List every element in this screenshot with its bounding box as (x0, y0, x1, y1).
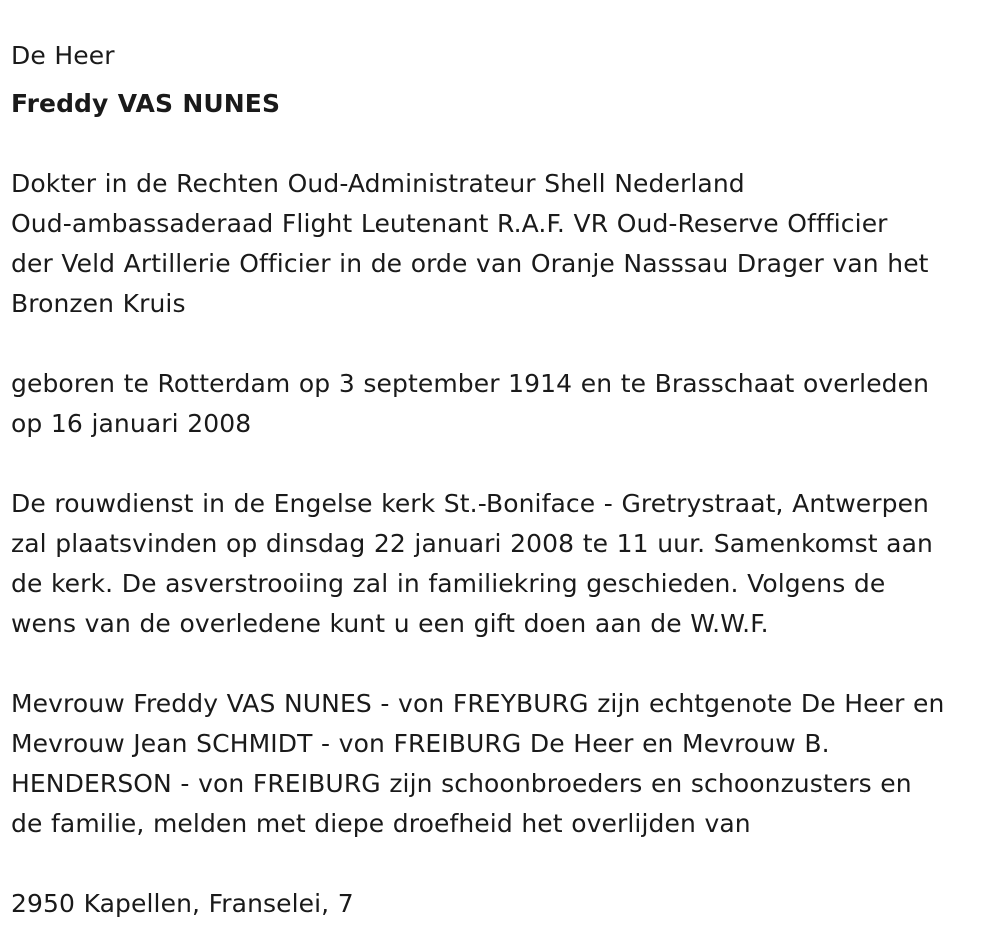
obituary-notice (11, 0, 996, 924)
birth-death-paragraph (11, 364, 996, 444)
titles-line: der Veld Artillerie Officier in de orde van Oranje Nasssau Drager van het (11, 249, 929, 278)
birth-death-line: geboren te Rotterdam op 3 september 1914 en te Brasschaat overleden (11, 369, 930, 398)
family-line: Mevrouw Jean SCHMIDT - von FREIBURG De Heer en Mevrouw B. (11, 729, 830, 758)
spacer (11, 644, 996, 684)
family-paragraph (11, 684, 996, 844)
family-line: Mevrouw Freddy VAS NUNES - von FREYBURG zijn echtgenote De Heer en (11, 689, 945, 718)
service-line: zal plaatsvinden op dinsdag 22 januari 2008 te 11 uur. Samenkomst aan (11, 529, 933, 558)
deceased-name: Freddy VAS NUNES (11, 89, 281, 118)
salutation: De Heer (11, 41, 115, 70)
spacer (11, 324, 996, 364)
family-line: de familie, melden met diepe droefheid het overlijden van (11, 809, 751, 838)
titles-line: Dokter in de Rechten Oud-Administrateur Shell Nederland (11, 169, 745, 198)
spacer (11, 844, 996, 884)
spacer (11, 444, 996, 484)
birth-death-line: op 16 januari 2008 (11, 409, 252, 438)
service-line: wens van de overledene kunt u een gift doen aan de W.W.F. (11, 609, 769, 638)
service-paragraph (11, 484, 996, 644)
service-line: de kerk. De asverstrooiing zal in familiekring geschieden. Volgens de (11, 569, 886, 598)
address: 2950 Kapellen, Franselei, 7 (11, 889, 354, 918)
spacer (11, 124, 996, 164)
titles-line: Bronzen Kruis (11, 289, 186, 318)
titles-paragraph (11, 164, 996, 324)
titles-line: Oud-ambassaderaad Flight Leutenant R.A.F. VR Oud-Reserve Offficier (11, 209, 888, 238)
family-line: HENDERSON - von FREIBURG zijn schoonbroeders en schoonzusters en (11, 769, 912, 798)
service-line: De rouwdienst in de Engelse kerk St.-Boniface - Gretrystraat, Antwerpen (11, 489, 929, 518)
